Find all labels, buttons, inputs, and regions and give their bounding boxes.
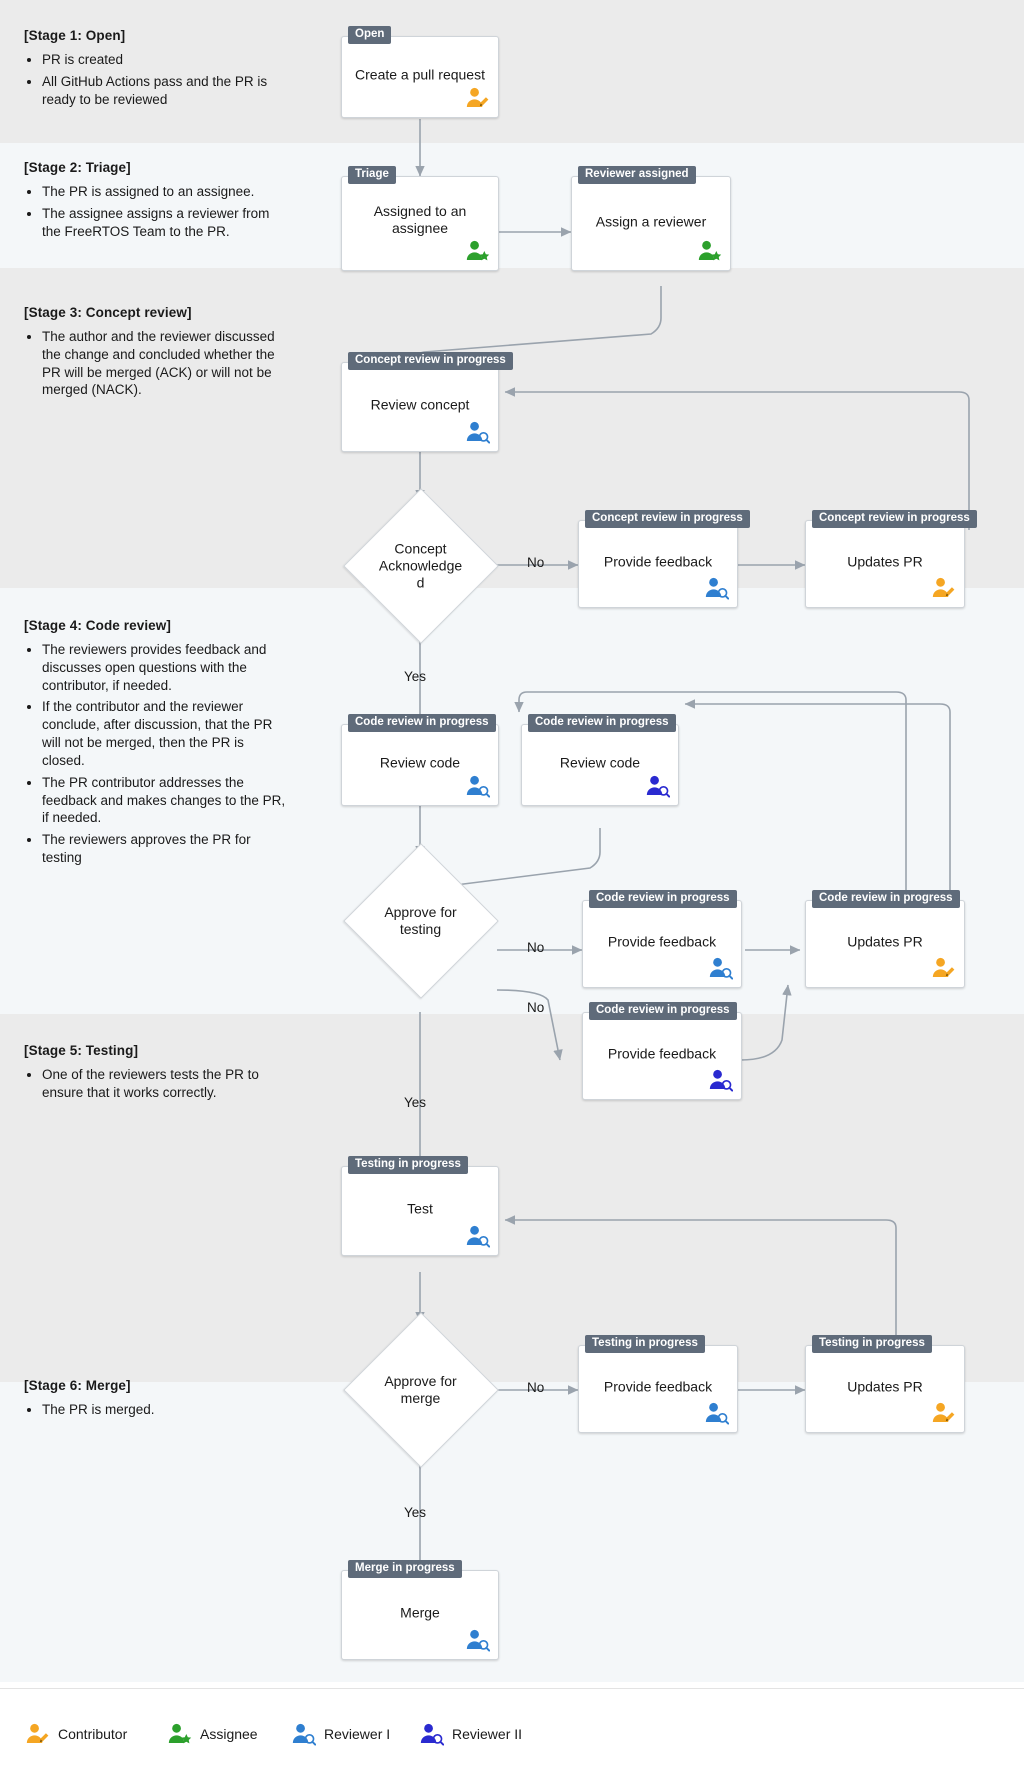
node-label: Review code — [559, 754, 641, 771]
decision-approve-for-testing[interactable] — [343, 843, 498, 998]
node-chip: Concept review in progress — [348, 352, 513, 370]
node-chip: Open — [348, 26, 391, 44]
node-label: Provide feedback — [603, 1378, 713, 1395]
node-label: Review concept — [370, 396, 470, 413]
node-assign-a-reviewer[interactable] — [571, 168, 731, 271]
legend-item-contributor — [24, 1721, 127, 1747]
stage-bullets — [24, 328, 286, 399]
decision-label: Approve for testing — [384, 903, 457, 937]
decision-label: Concept Acknowledged — [378, 539, 463, 591]
reviewer-1-icon — [703, 1400, 729, 1426]
node-concept-provide-feedback[interactable] — [578, 512, 743, 608]
node-chip: Code review in progress — [589, 890, 737, 908]
node-label: Assigned to an assignee — [373, 202, 467, 236]
edge-label-merge-no: No — [527, 1380, 545, 1395]
node-label: Merge — [400, 1604, 440, 1621]
node-label: Create a pull request — [355, 66, 485, 83]
stage-bullets — [24, 1066, 286, 1102]
assignee-icon — [464, 238, 490, 264]
decision-concept-acknowledged[interactable] — [343, 488, 498, 643]
node-chip: Testing in progress — [348, 1156, 468, 1174]
node-test-provide-feedback[interactable] — [578, 1337, 738, 1433]
stage-text-1 — [24, 28, 286, 112]
node-merge[interactable] — [341, 1562, 499, 1660]
stage-bullet: • PR is created — [42, 51, 286, 69]
stage-bullets — [24, 183, 286, 240]
stage-bullet: • The assignee assigns a reviewer from the FreeRTOS Team to the PR. — [42, 205, 286, 241]
node-concept-updates-pr[interactable] — [805, 512, 970, 608]
stage-title: [Stage 3: Concept review] — [24, 305, 192, 320]
legend-item-reviewer-1 — [290, 1721, 390, 1747]
contributor-icon — [24, 1721, 50, 1747]
node-code-provide-feedback-1[interactable] — [582, 892, 742, 988]
node-label: Updates PR — [847, 933, 923, 950]
stage-bullets — [24, 641, 286, 867]
legend-item-assignee — [166, 1721, 258, 1747]
node-chip: Concept review in progress — [812, 510, 977, 528]
stage-text-2 — [24, 160, 286, 244]
edge-label-testing-no-1: No — [527, 940, 545, 955]
stage-bullet: • The reviewers provides feedback and discusses open questions with the contributor, if needed. — [42, 641, 286, 694]
legend-label: Reviewer II — [452, 1726, 523, 1742]
node-open[interactable] — [341, 28, 499, 118]
node-label: Updates PR — [847, 1378, 923, 1395]
node-review-concept[interactable] — [341, 354, 506, 452]
stage-bullets — [24, 1401, 286, 1419]
contributor-icon — [930, 955, 956, 981]
reviewer-2-icon — [707, 1067, 733, 1093]
stage-title: [Stage 4: Code review] — [24, 618, 171, 633]
decision-approve-for-merge[interactable] — [343, 1312, 498, 1467]
node-label: Review code — [379, 754, 461, 771]
node-chip: Testing in progress — [585, 1335, 705, 1353]
reviewer-1-icon — [464, 1627, 490, 1653]
stage-text-6 — [24, 1378, 286, 1423]
node-chip: Triage — [348, 166, 396, 184]
stage-text-3 — [24, 305, 286, 403]
stage-bullet: • The PR is merged. — [42, 1401, 286, 1419]
node-label: Test — [407, 1200, 433, 1217]
reviewer-1-icon — [464, 773, 490, 799]
node-label: Provide feedback — [607, 933, 717, 950]
node-label: Updates PR — [847, 553, 923, 570]
contributor-icon — [930, 1400, 956, 1426]
node-code-updates-pr[interactable] — [805, 892, 965, 988]
legend-label: Assignee — [200, 1726, 258, 1742]
assignee-icon — [166, 1721, 192, 1747]
node-review-code-1[interactable] — [341, 716, 499, 806]
node-code-provide-feedback-2[interactable] — [582, 1004, 742, 1100]
node-chip: Code review in progress — [589, 1002, 737, 1020]
node-chip: Code review in progress — [348, 714, 496, 732]
node-label: Assign a reviewer — [595, 213, 707, 229]
node-label: Provide feedback — [607, 1045, 717, 1062]
stage-text-5 — [24, 1043, 286, 1106]
reviewer-1-icon — [464, 419, 490, 445]
node-chip: Concept review in progress — [585, 510, 750, 528]
reviewer-1-icon — [707, 955, 733, 981]
legend-label: Contributor — [58, 1726, 128, 1742]
contributor-icon — [464, 85, 490, 111]
stage-bullet: • The PR is assigned to an assignee. — [42, 183, 286, 201]
stage-bullet: • All GitHub Actions pass and the PR is ready to be reviewed — [42, 73, 286, 109]
contributor-icon — [930, 575, 956, 601]
node-chip: Reviewer assigned — [578, 166, 696, 184]
stage-bullet: • The reviewers approves the PR for testing — [42, 831, 286, 867]
stage-bullet: • The author and the reviewer discussed the change and concluded whether the PR will be merged (ACK) or will not be merged (NACK). — [42, 328, 286, 399]
stage-text-4 — [24, 618, 286, 871]
edge-label-testing-yes: Yes — [404, 1095, 427, 1110]
node-chip: Code review in progress — [528, 714, 676, 732]
stage-title: [Stage 6: Merge] — [24, 1378, 131, 1393]
stage-title: [Stage 5: Testing] — [24, 1043, 139, 1058]
edge-label-merge-yes: Yes — [404, 1505, 427, 1520]
reviewer-1-icon — [464, 1223, 490, 1249]
legend-item-reviewer-2 — [418, 1721, 522, 1747]
stage-title: [Stage 1: Open] — [24, 28, 126, 43]
decision-label: Approve for merge — [384, 1372, 457, 1406]
stage-bullet: • If the contributor and the reviewer conclude, after discussion, that the PR will not be merged, then the PR is closed. — [42, 698, 286, 769]
node-test-updates-pr[interactable] — [805, 1337, 965, 1433]
assignee-icon — [696, 238, 722, 264]
edge-label-concept-no: No — [527, 555, 545, 570]
node-review-code-2[interactable] — [521, 716, 679, 806]
node-chip: Testing in progress — [812, 1335, 932, 1353]
reviewer-1-icon — [703, 575, 729, 601]
node-label: Provide feedback — [603, 553, 713, 570]
legend-label: Reviewer I — [324, 1726, 391, 1742]
stage-title: [Stage 2: Triage] — [24, 160, 131, 175]
edge-label-testing-no-2: No — [527, 1000, 545, 1015]
stage-bullet: • The PR contributor addresses the feedback and makes changes to the PR, if needed. — [42, 774, 286, 827]
node-test[interactable] — [341, 1158, 499, 1256]
stage-bullet: • One of the reviewers tests the PR to ensure that it works correctly. — [42, 1066, 286, 1102]
reviewer-2-icon — [418, 1721, 444, 1747]
node-chip: Merge in progress — [348, 1560, 462, 1578]
reviewer-2-icon — [644, 773, 670, 799]
edge-label-concept-yes: Yes — [404, 669, 427, 684]
node-assigned-to-assignee[interactable] — [341, 168, 499, 271]
legend — [0, 1688, 1024, 1772]
node-chip: Code review in progress — [812, 890, 960, 908]
reviewer-1-icon — [290, 1721, 316, 1747]
stage-bullets — [24, 51, 286, 108]
